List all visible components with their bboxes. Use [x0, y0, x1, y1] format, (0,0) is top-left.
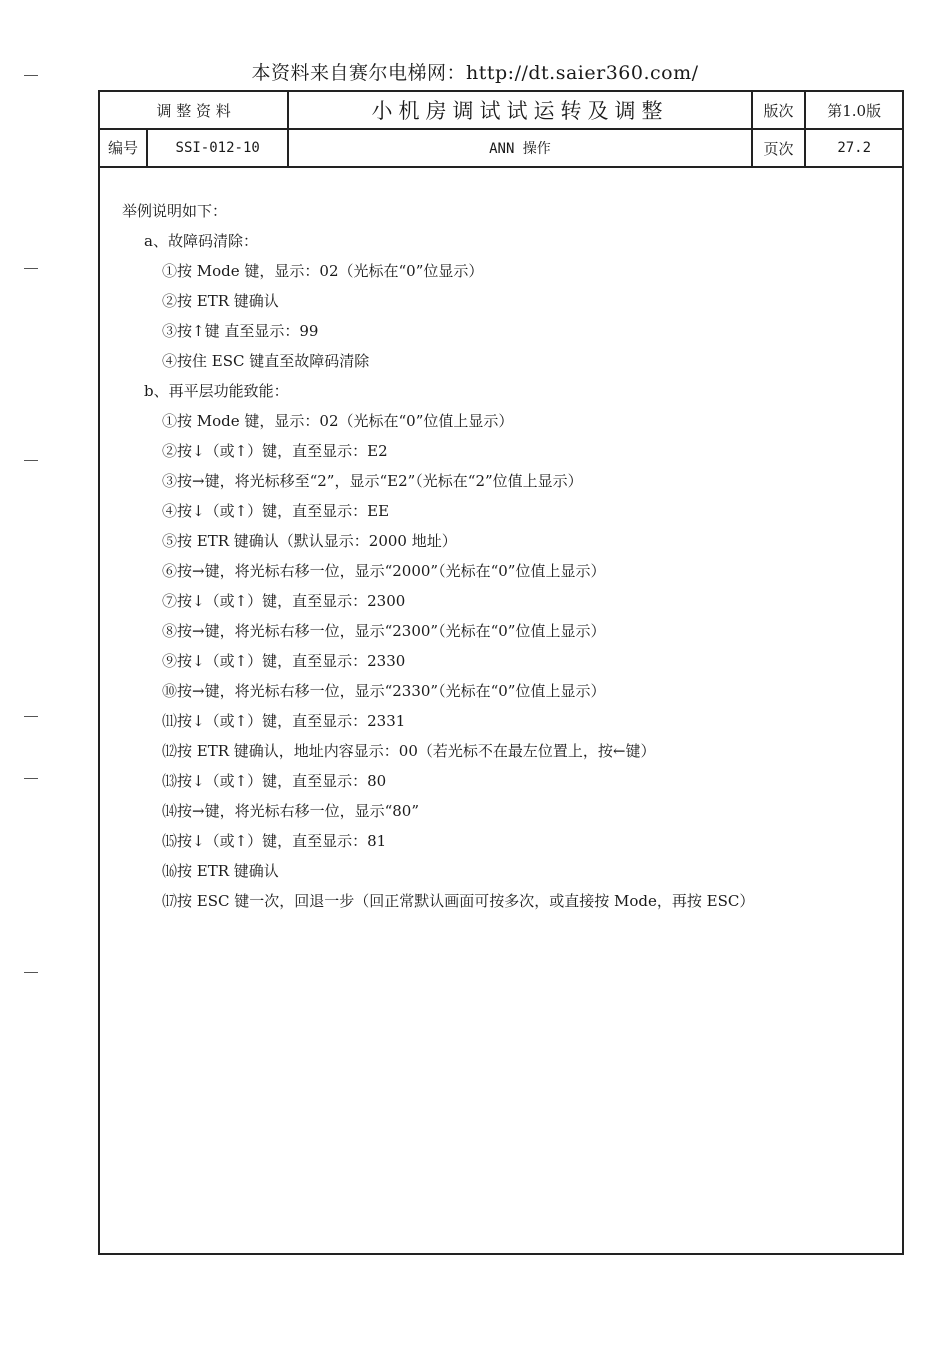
step-text: ⒃按 ETR 键确认	[162, 862, 279, 880]
margin-mark	[24, 268, 38, 269]
step-text: ⒂按↓（或↑）键，直至显示：81	[162, 832, 387, 850]
step-text: ⒀按↓（或↑）键，直至显示：80	[162, 772, 387, 790]
step-text: ②按 ETR 键确认	[162, 292, 279, 310]
section-heading: a、故障码清除：	[144, 232, 258, 250]
step-text: ⑾按↓（或↑）键，直至显示：2331	[162, 712, 406, 730]
margin-mark	[24, 460, 38, 461]
step-text: ⒁按→键，将光标右移一位，显示“80”	[162, 802, 419, 820]
document-content	[122, 196, 882, 916]
page-value: 27.2	[805, 129, 903, 167]
step-text: ⑧按→键，将光标右移一位，显示“2300”（光标在“0”位值上显示）	[162, 622, 606, 640]
margin-mark	[24, 778, 38, 779]
code-label: 编号	[100, 130, 148, 166]
step-text: ②按↓（或↑）键，直至显示：E2	[162, 442, 388, 460]
margin-mark	[24, 972, 38, 973]
step-text: ⑿按 ETR 键确认，地址内容显示：00（若光标不在最左位置上，按←键）	[162, 742, 656, 760]
section-heading: b、再平层功能致能：	[144, 382, 289, 400]
step-text: ⒄按 ESC 键一次，回退一步（回正常默认画面可按多次，或直接按 Mode，再按 ESC）	[162, 892, 755, 910]
step-text: ①按 Mode 键，显示：02（光标在“0”位值上显示）	[162, 412, 514, 430]
step-text: ⑩按→键，将光标右移一位，显示“2330”（光标在“0”位值上显示）	[162, 682, 606, 700]
document-header	[98, 90, 904, 168]
category-cell: 调 整 资 料	[99, 91, 288, 129]
code-value: SSI-012-10	[175, 140, 260, 156]
step-text: ①按 Mode 键，显示：02（光标在“0”位显示）	[162, 262, 484, 280]
step-text: ④按↓（或↑）键，直至显示：EE	[162, 502, 390, 520]
step-text: ③按→键，将光标移至“2”，显示“E2”（光标在“2”位值上显示）	[162, 472, 583, 490]
edition-value: 第1.0版	[805, 91, 903, 129]
page-label: 页次	[752, 129, 806, 167]
step-text: ⑨按↓（或↑）键，直至显示：2330	[162, 652, 406, 670]
edition-label: 版次	[752, 91, 806, 129]
code-row-left	[99, 129, 288, 167]
step-text: ⑦按↓（或↑）键，直至显示：2300	[162, 592, 406, 610]
margin-mark	[24, 716, 38, 717]
step-text: ⑥按→键，将光标右移一位，显示“2000”（光标在“0”位值上显示）	[162, 562, 606, 580]
subject: ANN 操作	[288, 129, 751, 167]
step-text: ⑤按 ETR 键确认（默认显示：2000 地址）	[162, 532, 457, 550]
margin-mark	[24, 75, 38, 76]
step-text: ③按↑键 直至显示：99	[162, 322, 319, 340]
document-title: 小机房调试试运转及调整	[288, 91, 751, 129]
intro-text: 举例说明如下：	[122, 202, 228, 220]
source-line: 本资料来自赛尔电梯网：http://dt.saier360.com/	[251, 62, 699, 84]
step-text: ④按住 ESC 键直至故障码清除	[162, 352, 370, 370]
